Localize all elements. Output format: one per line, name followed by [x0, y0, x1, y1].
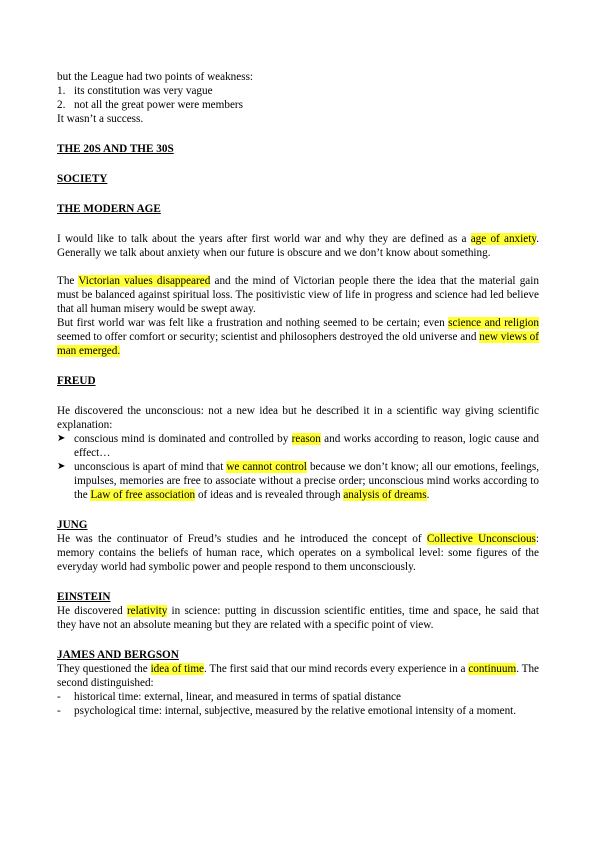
heading-einstein: EINSTEIN	[57, 591, 111, 603]
modern-paragraph-3	[57, 316, 539, 358]
dash-bullet: -	[57, 691, 61, 703]
text-run: The	[57, 275, 79, 287]
text-run: . Generally we talk about anxiety when our future is obscure and we don’t know about something.	[57, 233, 539, 259]
modern-paragraph-1	[57, 232, 539, 260]
text-run: .	[426, 489, 430, 501]
dash-bullet: -	[57, 705, 61, 717]
heading-james-bergson: JAMES AND BERGSON	[57, 649, 179, 661]
highlight-free-association: Law of free association	[90, 489, 196, 501]
highlight-analysis-of-dreams: analysis of dreams	[343, 489, 427, 501]
text-run: He was the continuator of Freud’s studies and he introduced the concept of	[57, 533, 427, 545]
highlight-science-religion: science and religion	[448, 317, 539, 329]
text-run: . The first said that our mind records every experience in a	[204, 663, 469, 675]
arrowhead-bullet-icon: ➤	[57, 461, 66, 472]
list-item-text: not all the great power were members	[74, 99, 243, 111]
list-item-text: psychological time: internal, subjective, measured by the relative emotional intensity of a moment.	[74, 705, 517, 717]
text-run: seemed to offer comfort or security; scientist and philosophers destroyed the old universe and	[57, 331, 480, 343]
jung-paragraph	[57, 532, 539, 574]
highlight-new-views: new views of man emerged.	[57, 331, 539, 357]
highlight-reason: reason	[291, 433, 321, 445]
list-item-text: its constitution was very vague	[74, 85, 213, 97]
highlight-relativity: relativity	[126, 605, 168, 617]
list-item	[57, 690, 539, 704]
text-run: conscious mind is dominated and controlled by	[74, 433, 292, 445]
freud-list	[57, 432, 539, 502]
james-bergson-paragraph	[57, 662, 539, 690]
highlight-cannot-control: we cannot control	[226, 461, 307, 473]
heading-society: SOCIETY	[57, 173, 108, 185]
einstein-paragraph	[57, 604, 539, 632]
heading-twenties: THE 20S AND THE 30S	[57, 143, 174, 155]
highlight-continuum: continuum	[468, 663, 517, 675]
list-item-text: historical time: external, linear, and measured in terms of spatial distance	[74, 691, 401, 703]
freud-intro: He discovered the unconscious: not a new idea but he described it in a scientific way giving scientific explanation:	[57, 405, 539, 431]
text-run: He discovered	[57, 605, 127, 617]
text-run: and the mind of Victorian people there the idea that the material gain must be balanced against spiritual loss. The positivistic view of life in progress and science had led believe that all human misery would be swept away.	[57, 275, 539, 315]
highlight-victorian-values: Victorian values disappeared	[78, 275, 211, 287]
arrowhead-bullet-icon: ➤	[57, 433, 66, 444]
time-list	[57, 690, 539, 718]
list-number: 2.	[57, 99, 66, 111]
list-item	[57, 704, 539, 718]
heading-modern-age: THE MODERN AGE	[57, 203, 161, 215]
document-page	[57, 70, 539, 718]
list-item	[57, 98, 539, 112]
text-run: and works according to reason, logic cause and effect…	[74, 433, 539, 459]
text-run: : memory contains the beliefs of human race, which operates on a symbolical level: some figures of the everyday world had symbolic power and people respond to them unconsciously.	[57, 533, 539, 573]
text-run: But first world war was felt like a frustration and nothing seemed to be certain; even	[57, 317, 449, 329]
text-run: because we don’t know; all our emotions, feelings, impulses, memories are free to associate without a precise order; unconscious mind works according to the	[74, 461, 539, 501]
text-run: of ideas and is revealed through	[195, 489, 344, 501]
text-run: They questioned the	[57, 663, 151, 675]
list-number: 1.	[57, 85, 66, 97]
weakness-list	[57, 84, 539, 112]
modern-paragraph-2	[57, 274, 539, 316]
highlight-age-of-anxiety: age of anxiety	[470, 233, 537, 245]
heading-jung: JUNG	[57, 519, 88, 531]
list-item	[57, 460, 539, 502]
text-run: I would like to talk about the years after first world war and why they are defined as a	[57, 233, 471, 245]
text-run: . The second distinguished:	[57, 663, 539, 689]
highlight-collective-unconscious: Collective Unconscious	[426, 533, 536, 545]
list-item	[57, 84, 539, 98]
heading-freud: FREUD	[57, 375, 96, 387]
list-item	[57, 432, 539, 460]
highlight-idea-of-time: idea of time	[150, 663, 205, 675]
text-run: unconscious is apart of mind that	[74, 461, 227, 473]
intro-line: but the League had two points of weakness:	[57, 71, 254, 83]
text-run: in science: putting in discussion scientific entities, time and space, he said that they have not an absolute meaning but they are related with a specific point of view.	[57, 605, 539, 631]
intro-conclusion: It wasn’t a success.	[57, 113, 144, 125]
